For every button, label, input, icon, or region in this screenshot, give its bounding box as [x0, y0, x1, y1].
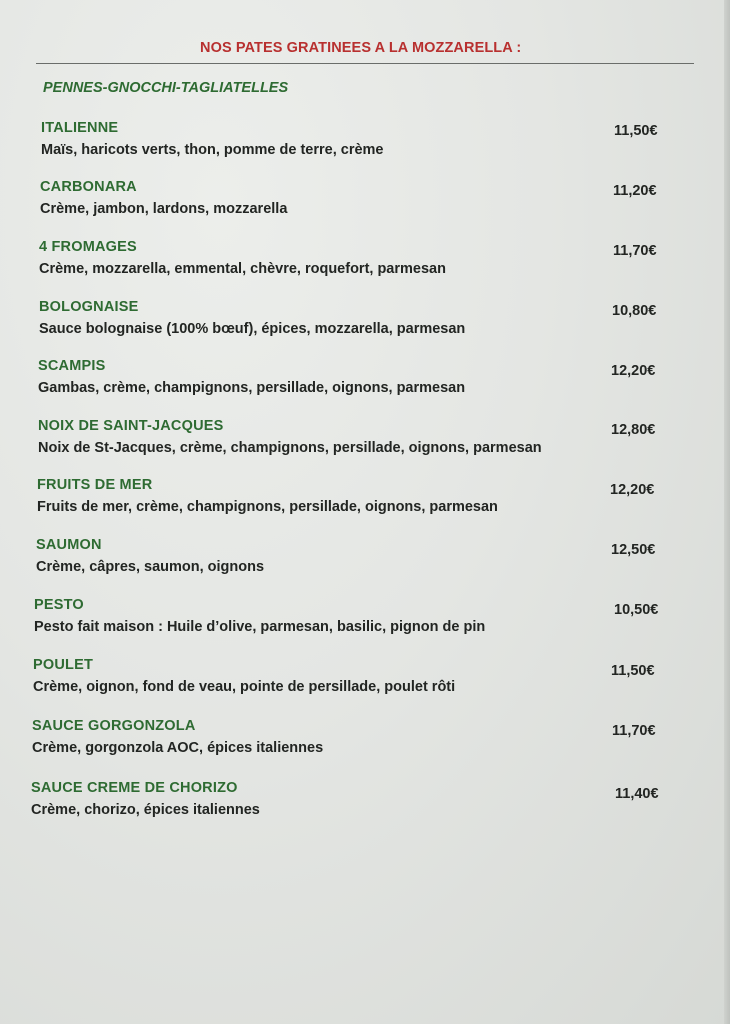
menu-item-description: Crème, câpres, saumon, oignons: [36, 559, 265, 575]
menu-item-description: Crème, oignon, fond de veau, pointe de persillade, poulet rôti: [33, 679, 456, 695]
menu-item-price: 12,80€: [611, 422, 656, 438]
menu-item-description: Sauce bolognaise (100% bœuf), épices, mozzarella, parmesan: [39, 321, 466, 337]
menu-item-name: CARBONARA: [40, 179, 137, 195]
menu-item-description: Fruits de mer, crème, champignons, persillade, oignons, parmesan: [37, 499, 498, 515]
menu-item-description: Maïs, haricots verts, thon, pomme de terre, crème: [41, 142, 384, 158]
menu-item-bolognaise: [39, 298, 679, 338]
menu-item-price: 12,50€: [611, 542, 656, 558]
menu-item-carbonara: [40, 178, 680, 218]
menu-item-poulet: [33, 656, 673, 696]
menu-item-name: FRUITS DE MER: [37, 477, 153, 493]
title-divider: [36, 63, 694, 64]
menu-item-name: NOIX DE SAINT-JACQUES: [38, 418, 224, 434]
menu-item-pesto: [34, 596, 674, 636]
menu-item-price: 11,40€: [615, 786, 659, 802]
menu-item-noix-de-saint-jacques: [38, 417, 678, 457]
menu-item-description: Crème, gorgonzola AOC, épices italiennes: [32, 740, 324, 756]
menu-item-name: ITALIENNE: [41, 120, 119, 136]
menu-item-description: Crème, chorizo, épices italiennes: [31, 802, 260, 818]
page-edge: [724, 0, 730, 1024]
menu-item-scampis: [38, 357, 678, 397]
menu-item-saumon: [36, 536, 676, 576]
menu-item-price: 11,50€: [614, 123, 658, 139]
menu-item-sauce-creme-de-chorizo: [31, 779, 671, 819]
menu-item-name: BOLOGNAISE: [39, 299, 139, 315]
menu-item-name: SAUMON: [36, 537, 102, 553]
menu-item-description: Pesto fait maison : Huile d’olive, parmesan, basilic, pignon de pin: [34, 619, 486, 635]
menu-item-name: SCAMPIS: [38, 358, 106, 374]
menu-item-description: Crème, mozzarella, emmental, chèvre, roquefort, parmesan: [39, 261, 446, 277]
menu-item-name: SAUCE GORGONZOLA: [32, 718, 196, 734]
menu-item-name: 4 FROMAGES: [39, 239, 137, 255]
pasta-types-subtitle: PENNES-GNOCCHI-TAGLIATELLES: [43, 80, 289, 96]
menu-item-name: SAUCE CREME DE CHORIZO: [31, 780, 238, 796]
menu-item-description: Noix de St-Jacques, crème, champignons, persillade, oignons, parmesan: [38, 440, 542, 456]
menu-item-name: POULET: [33, 657, 94, 673]
menu-item-price: 11,20€: [613, 183, 657, 199]
menu-item-description: Gambas, crème, champignons, persillade, oignons, parmesan: [38, 380, 466, 396]
menu-item-price: 11,70€: [612, 723, 656, 739]
menu-item-price: 12,20€: [610, 482, 655, 498]
menu-item-name: PESTO: [34, 597, 84, 613]
menu-item-price: 11,50€: [611, 663, 655, 679]
menu-item-fruits-de-mer: [37, 476, 677, 516]
menu-item-4-fromages: [39, 238, 679, 278]
menu-item-price: 12,20€: [611, 363, 656, 379]
menu-item-price: 10,50€: [614, 602, 659, 618]
menu-item-italienne: [41, 119, 681, 159]
menu-item-price: 11,70€: [613, 243, 657, 259]
menu-item-description: Crème, jambon, lardons, mozzarella: [40, 201, 288, 217]
menu-item-price: 10,80€: [612, 303, 657, 319]
menu-item-sauce-gorgonzola: [32, 717, 672, 757]
section-title: NOS PATES GRATINEES A LA MOZZARELLA :: [200, 40, 522, 56]
